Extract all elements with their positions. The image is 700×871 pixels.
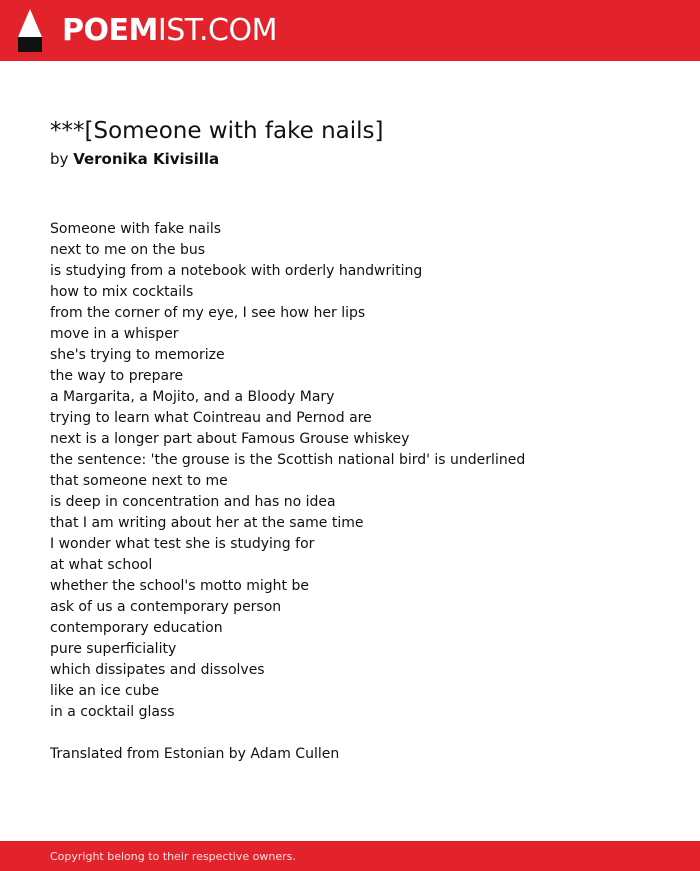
byline	[50, 148, 219, 170]
copyright-notice: Copyright belong to their respective owners.	[50, 850, 296, 863]
logo-text-light: IST.COM	[157, 13, 277, 48]
poem-line: pure superficiality	[50, 641, 177, 657]
poem-line: trying to learn what Cointreau and Pernod are	[50, 410, 372, 426]
poem-line: that I am writing about her at the same time	[50, 515, 364, 531]
poem-line: move in a whisper	[50, 326, 179, 342]
poem-line: is deep in concentration and has no idea	[50, 494, 336, 510]
pencil-icon[interactable]	[17, 9, 43, 52]
site-header	[0, 0, 700, 61]
poem-line: ask of us a contemporary person	[50, 599, 282, 615]
poem-line: is studying from a notebook with orderly handwriting	[50, 263, 423, 279]
translator-note: Translated from Estonian by Adam Cullen	[50, 746, 340, 762]
poem-line: the sentence: 'the grouse is the Scottish national bird' is underlined	[50, 452, 526, 468]
poem-line: like an ice cube	[50, 683, 160, 699]
poem-line: in a cocktail glass	[50, 704, 175, 720]
poem-line: next is a longer part about Famous Grouse whiskey	[50, 431, 410, 447]
poem-line: that someone next to me	[50, 473, 228, 489]
poem-title: ***[Someone with fake nails]	[50, 118, 384, 144]
author-name: Veronika Kivisilla	[73, 150, 220, 168]
poem-line: next to me on the bus	[50, 242, 206, 258]
poem-line: I wonder what test she is studying for	[50, 536, 315, 552]
poem-line: she's trying to memorize	[50, 347, 225, 363]
site-logo[interactable]	[62, 12, 277, 50]
poem-line: whether the school's motto might be	[50, 578, 309, 594]
poem-line: a Margarita, a Mojito, and a Bloody Mary	[50, 389, 335, 405]
poem-line: the way to prepare	[50, 368, 184, 384]
poem-line: contemporary education	[50, 620, 223, 636]
poem-body	[50, 219, 525, 723]
poem-line: at what school	[50, 557, 153, 573]
site-footer	[0, 841, 700, 871]
by-label: by	[50, 150, 69, 168]
poem-line: Someone with fake nails	[50, 221, 222, 237]
poem-line: how to mix cocktails	[50, 284, 194, 300]
poem-line: which dissipates and dissolves	[50, 662, 265, 678]
poem-line: from the corner of my eye, I see how her lips	[50, 305, 366, 321]
logo-text-bold: POEM	[62, 13, 158, 48]
